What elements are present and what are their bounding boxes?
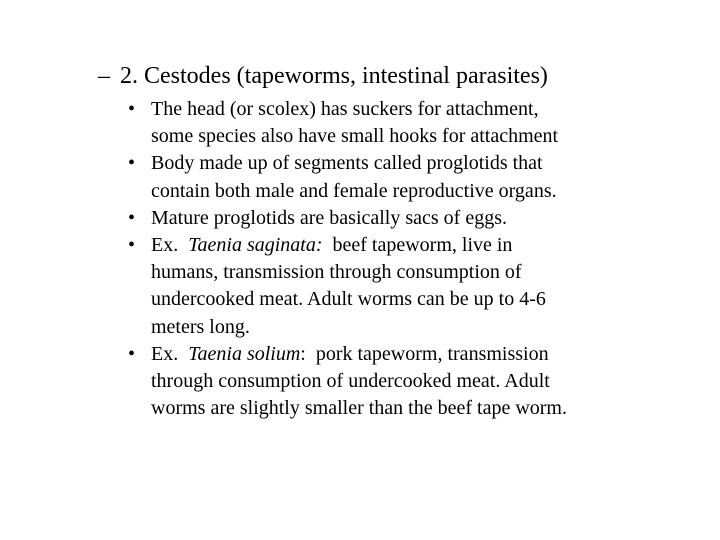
- bullet-line-rest: beef tapeworm, live in: [322, 234, 513, 257]
- bullet-line: [151, 232, 688, 259]
- example-prefix: Ex.: [151, 234, 189, 257]
- bullet-line: meters long.: [151, 315, 250, 338]
- heading-text: 2. Cestodes (tapeworms, intestinal parasites): [120, 63, 548, 89]
- bullet-icon: •: [128, 98, 136, 120]
- example-prefix: Ex.: [151, 342, 189, 365]
- bullet-line: undercooked meat. Adult worms can be up to 4-6: [151, 288, 546, 311]
- heading-dash: –: [98, 63, 110, 89]
- bullet-item-mature-proglotids: [128, 205, 688, 232]
- bullet-line: humans, transmission through consumption of: [151, 261, 522, 284]
- bullet-line: The head (or scolex) has suckers for attachment,: [151, 98, 539, 120]
- bullet-line-rest: : pork tapeworm, transmission: [300, 342, 549, 365]
- bullet-line: worms are slightly smaller than the beef tape worm.: [151, 397, 567, 420]
- bullet-icon: •: [128, 152, 136, 175]
- bullet-list: [128, 96, 688, 422]
- bullet-item-taenia-solium: [128, 341, 688, 423]
- slide-heading: [98, 60, 548, 92]
- bullet-icon: •: [128, 342, 136, 365]
- bullet-item-scolex: [128, 96, 688, 150]
- bullet-icon: •: [128, 234, 136, 257]
- bullet-icon: •: [128, 206, 136, 229]
- bullet-item-proglotids: [128, 150, 688, 204]
- bullet-line: through consumption of undercooked meat. Adult: [151, 370, 550, 393]
- species-name: Taenia saginata:: [188, 234, 323, 257]
- bullet-line: some species also have small hooks for attachment: [151, 125, 559, 148]
- bullet-line: Mature proglotids are basically sacs of eggs.: [151, 206, 508, 229]
- bullet-line: Body made up of segments called proglotids that: [151, 152, 543, 175]
- bullet-line: contain both male and female reproductive organs.: [151, 179, 557, 202]
- species-name: Taenia solium: [188, 342, 301, 365]
- bullet-item-taenia-saginata: [128, 232, 688, 341]
- bullet-line: [151, 341, 688, 368]
